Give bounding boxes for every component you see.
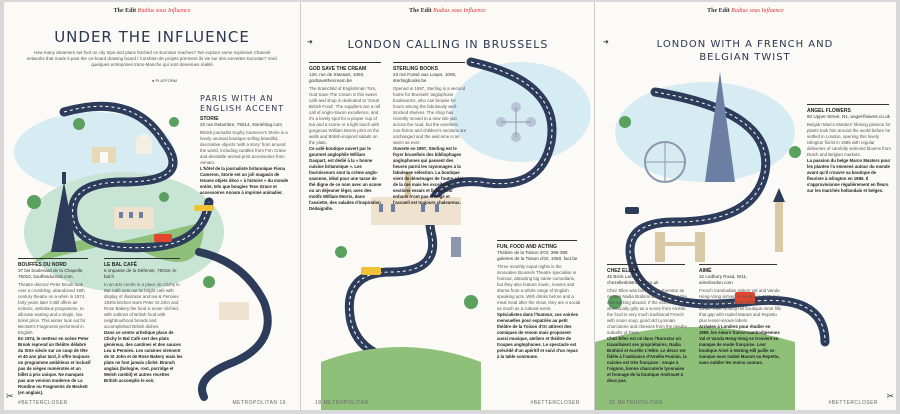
venue-storie: STORIE 20 rue Delambre, 75014, storieblog.com British journalist Sophy Cameron's Storie is a lovely unusual boutique selling beautiful, decorative objects 'with a story' from around the world, including candles from Fen Crane and desirable animal print accessories from Annam. L'hôtel de la journaliste britannique Fiona Cameron, Storie est un joli magasin de tenues objets déco « à histoire » du monde entier, tels que bougies Tess Grace et accessoires Annam à imprimé animalier. xyxy=(200,116,289,195)
page-london xyxy=(594,2,896,410)
intro-text: How many dreamers set foot on city trips and plans fetched on Eurostar reaches? We explore some explosive Channel networks that made it past the on-board drawing board / Combien de projets prennent ils vie sur des sorvettes Eurostar? Voici quelques entreprises trans-Manche qui sont devenues réalité xyxy=(26,50,278,67)
arrow-right-icon: ➜ xyxy=(307,39,313,46)
divider xyxy=(699,264,777,265)
page-title: LONDON WITH A FRENCH AND BELGIAN TWIST xyxy=(656,39,834,63)
tram-icon xyxy=(361,267,381,275)
paris-lower-illustration xyxy=(4,2,300,410)
venue-bouffes-du-nord: BOUFFES DU NORD 37 bis boulevard de la Chapelle, 75010, bouffesdunord.com Theatre director Peter Brook took over a crumbling, abandoned 19th century theatre on a whim in 1974, forty years later it still offers an eclectic, ambitious programme, to allocate seating and a single, low ticket price. This winter look out for Beckett's Fragments performed in English. En 1974, le metteur en scène Peter Brook reprend un théâtre délabré du XIXe siècle sur un coup de tête et 40 ans plus tard, il offre toujours un programme ambitieux et inclusif pas de sièges numérotés et un billet à prix unique. Ne manquez pas une version moderne de La Rondine ou Fragments de Beckett (en anglais). xyxy=(18,262,91,395)
divider xyxy=(393,62,465,63)
manneken-pis-icon xyxy=(451,237,461,257)
platform-icon: ● xyxy=(152,78,156,83)
divider xyxy=(607,264,685,265)
platform-tag: ● PLATFORM xyxy=(152,78,178,83)
running-head: The Edit Radius sous Influence xyxy=(409,8,486,14)
divider xyxy=(807,104,889,105)
venue-sterling-books: STERLING BOOKS 23 rue Fossé aux Loups, 1000, sterlingbooks.be Opened in 1997, Sterling is a second home for Brussels' anglophone bookworms, who can browse for hours among the fabulously well-stocked shelves. The shop has recently moved to a new site just across the road, but the excellent non-fiction and children's sections are unchanged and the welcome is as warm as ever. Ouverte en 1997, Sterling est le foyer bruxellois des bibliophages anglophones qui passent des heures parmi les rayonnages à la fabuleuse sélection. La boutique vient de déménager de l'autre côté de la rue mais les excellentes sections essais et livres pour enfants n'ont pas changé et l'accueil est toujours chaleureux. xyxy=(393,66,467,205)
venue-fun-food-acting: FUN, FOOD AND ACTING Théâtre de la Toison d'Or, 396-398 galeries de la Toison d'Or, 1050, fact.be Three monthly expat nights is the innovative Brussels Theatre specialise in humour, attracting big name comedians, but they also feature music, movies and drama from a whole range of English speaking acts. With drinks before and a meal meal after the show, they are a social as much as a cultural event. Spécialistes dans l'humour, ces soirées mensuelles pour expatriés au petit théâtre de la Toison d'Or attirent des comiques de renom mais proposent aussi musique, ateliers et théâtre de troupes anglophones. Le spectacle est précédé d'un apéritif et suivi d'un repas à la table commune. xyxy=(497,244,581,359)
page-paris xyxy=(4,2,300,410)
big-ben-icon xyxy=(773,188,785,252)
venue-god-save-the-cream: GOD SAVE THE CREAM 130, rue de Stassart, 1050, godsavethecream.be The brainchild of Englishman Tom, God Save The Cream is this sweet café and shop is dedicated to 'Great British Food'. The suppliers are a roll call of Anglo-Saxon excellence, and it's a lovely spot for a proper cup of tea and a scone or a light lunch with gorgeous William Morris print on the walls and British-inspired salads on the plate. Ce café-boutique ouvert par le gourmet anglophile William Gaspart, est dédié à la « bonne cuisine britannique ». Les fournisseurs sont la crème anglo-saxonne, idéal pour une tasse de thé digne de ce nom avec un scone ou un déjeuner léger, avec des motifs William Morris, dans l'assiette, des salades d'inspiration Dédaignille. xyxy=(309,66,382,211)
page-title: LONDON CALLING IN BRUSSELS xyxy=(347,38,549,51)
running-head: The Edit Radius sous Influence xyxy=(707,8,784,14)
london-eye-icon xyxy=(645,142,685,182)
footer-page-number: METROPOLITAN 16 xyxy=(232,400,286,406)
scissors-icon: ✂ xyxy=(6,391,14,401)
taxi-icon xyxy=(625,207,639,214)
footer-page-number: 20 METROPOLITAN xyxy=(609,400,663,406)
footer-hashtag: #BETTERCLOSER xyxy=(18,400,68,406)
venue-aime: AIMÉ 32 Ledbury Road, W11, aimelondon.com French Cambodian sisters Val and Vanda Heng-Vong arrived in London in 1999 but couldn't find the French fashion they loved. Their Notting Hill boutique Aimé fills that gap with Isabel Marant and Repetto plus lesser-known labels. Arrivées à Londres pour étudier en 1999, les sœurs franco-cambodgiennes Val et Vanda Heng-Vong se trouvent en manque de mode française. Leur boutique Aimé à Notting Hill pallie ce manque avec Isabel Marant ou Repetto, sans oublier les moins connus. xyxy=(699,268,781,365)
tower-bridge-icon xyxy=(655,232,705,262)
page-title: UNDER THE INFLUENCE xyxy=(54,28,250,46)
section-heading: PARIS WITH AN ENGLISH ACCENT xyxy=(200,94,285,113)
venue-angel-flowers: ANGEL FLOWERS 60 Upper Street, N1, angel-flowers.co.uk Belgian Marco Masters' lifelong passion for plants took him around the world before he settled in London, opening this lovely Islington florist in 1985 with regular deliveries of carefully selected blooms from Dutch and Belgian markets. La passion du belge Marco Masters pour les plantes l'a emmené autour du monde avant qu'il n'ouvre sa boutique de fleuriste à Islington en 1985. Il s'approvisionne régulièrement en fleurs sur les marchés hollandais et belges. xyxy=(807,108,891,193)
footer-page-number: 18 METROPOLITAN xyxy=(315,400,369,406)
venue-chez-elles: CHEZ ELLES 45 Brick Lane, E1, chezellesbistroquet.co.uk Chez Elles was born on the Eurostar as owners Nadia Brahimi and Aurelie L'Hôte met working aboard. If the interior is as whimsically girly as a scene from Amélie, the food is very much traditional French with onion soup, good old Lyonnais charcuterie and cheeses from the nearby suburbs of Paris. Chez Elles est né dans l'Eurostar où travaillaient ses propriétaires, Nadia Brahimi et Aurélie L'Hôte. Le décor est fidèle à l'ambiance d'Amélie Poulain, la cuisine est très française : soupe à l'oignon, bonne charcuterie lyonnaise et fromage de la boutique Androuet à deux pas. xyxy=(607,268,687,383)
footer-hashtag: #BETTERCLOSER xyxy=(530,400,580,406)
scissors-icon: ✂ xyxy=(886,391,894,401)
footer-hashtag: #BETTERCLOSER xyxy=(828,400,878,406)
divider xyxy=(309,62,381,63)
arrow-right-icon: ➜ xyxy=(603,39,609,46)
page-brussels xyxy=(300,2,594,410)
venue-le-bal-cafe: LE BAL CAFÉ 6 impasse de la Défense, 75018, le-bal.fr In an arts centre in a place de Clichy le Bal Café sets out its bright café with display of illustrator and tea & Pennies 1940s kitchen team Peter St John and Rose Bakery the food is never clichéd, with outlines of British food with neighbourhood breads and accomplished British dishes. Dans ce centre artistique place de Clichy le Bal Café sert des plats généreux, des cantines et des sauces Lea & Pennies. Les cuisines viennent de St John et de Rose Bakery mais les plats ne font jamais cliché. Brunch anglais (bologne, rost, porridge et Welsh rarebit) et autres recettes British accomplis le soir. xyxy=(104,262,183,383)
running-head: The Edit Radius sous Influence xyxy=(113,8,191,14)
divider xyxy=(497,240,577,241)
